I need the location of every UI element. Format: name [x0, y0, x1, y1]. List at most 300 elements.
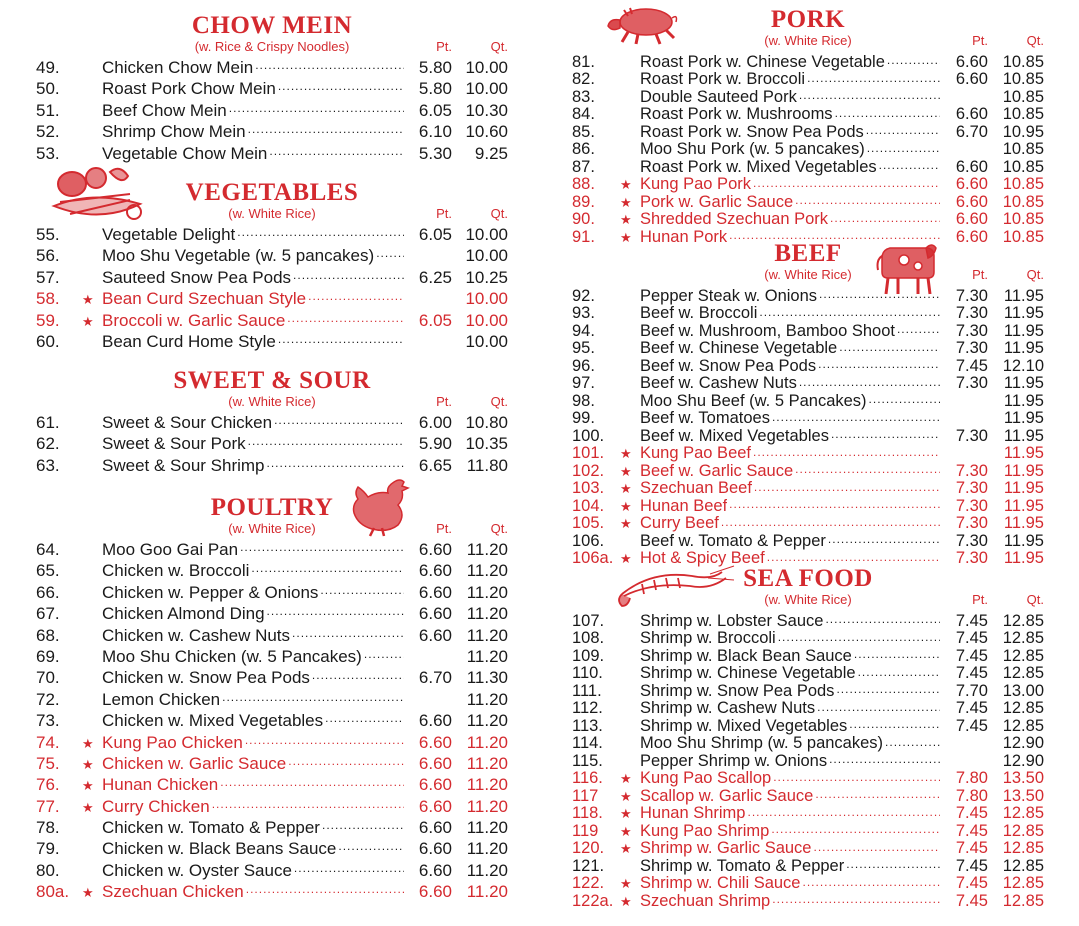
menu-item-sauteed-snow-pea-pods — [36, 266, 508, 287]
item-number: 78. — [36, 818, 60, 838]
menu-item-shrimp-w-snow-pea-pods — [572, 679, 1044, 700]
item-number: 93. — [572, 304, 595, 322]
item-price-pint: 7.45 — [955, 699, 988, 717]
item-number: 79. — [36, 839, 60, 859]
item-number: 80. — [36, 860, 60, 880]
menu-item-kung-pao-chicken — [36, 731, 508, 752]
item-number: 113. — [572, 716, 603, 735]
item-price-quart: 10.00 — [465, 79, 508, 99]
section-subheader — [36, 39, 508, 55]
item-name: Bean Curd Szechuan Style — [102, 289, 307, 309]
item-price-quart: 11.20 — [466, 860, 508, 880]
item-number: 86. — [572, 140, 595, 158]
item-name: Sweet & Sour Chicken — [102, 413, 273, 432]
menu-item-shrimp-w-broccoli — [572, 627, 1044, 645]
menu-item-scallop-w-garlic-sauce — [572, 784, 1044, 805]
quart-column-header: Qt. — [490, 521, 508, 536]
item-price-pint: 7.30 — [955, 531, 988, 550]
dot-leader — [745, 802, 940, 819]
item-price-pint: 7.30 — [955, 496, 988, 515]
item-price-pint: 7.45 — [955, 716, 988, 735]
item-number: 50. — [36, 79, 60, 99]
item-name: Kung Pao Chicken — [102, 732, 243, 752]
item-name: Shrimp Chow Mein — [102, 122, 246, 142]
item-number: 107. — [572, 611, 605, 630]
item-price-quart: 11.20 — [466, 796, 508, 816]
dot-leader — [374, 244, 404, 261]
dot-leader — [218, 773, 404, 790]
item-number: 95. — [572, 339, 595, 357]
menu-item-roast-pork-chow-mein — [36, 77, 508, 98]
item-name: Sweet & Sour Pork — [102, 434, 246, 454]
spicy-star-icon: ★ — [82, 292, 94, 308]
dot-leader — [238, 538, 404, 555]
item-price-pint: 7.45 — [955, 821, 988, 840]
item-name: Szechuan Chicken — [102, 882, 244, 902]
menu-item-shrimp-w-chinese-vegetable — [572, 662, 1044, 680]
quart-column-header: Qt. — [490, 206, 508, 221]
item-price-quart: 11.20 — [466, 561, 508, 581]
item-number: 101. — [572, 444, 605, 462]
item-name: Hot & Spicy Beef — [640, 550, 765, 567]
item-number: 102. — [572, 461, 605, 480]
dot-leader — [210, 795, 404, 812]
item-name: Hunan Chicken — [102, 775, 219, 795]
dot-leader — [833, 103, 940, 120]
dot-leader — [815, 697, 940, 714]
dot-leader — [276, 330, 404, 347]
item-price-quart: 12.90 — [1002, 734, 1044, 752]
spicy-star-icon: ★ — [620, 177, 632, 192]
menu-item-hot-and-spicy-beef — [572, 547, 1044, 565]
item-price-pint: 6.60 — [418, 860, 452, 880]
dot-leader — [864, 120, 940, 137]
section-title: PORK — [770, 6, 846, 33]
item-name: Roast Pork w. Mixed Vegetables — [640, 158, 877, 176]
item-number: 120. — [572, 839, 605, 857]
spicy-star-icon: ★ — [620, 516, 632, 531]
item-name: Szechuan Shrimp — [640, 892, 771, 910]
item-price-pint: 7.30 — [955, 374, 988, 392]
item-name: Shrimp w. Tomato & Pepper — [640, 857, 845, 875]
item-name: Shrimp w. Broccoli — [640, 630, 776, 647]
spicy-star-icon: ★ — [620, 841, 632, 856]
item-number: 115. — [572, 751, 603, 770]
item-price-quart: 11.95 — [1003, 374, 1044, 392]
item-name: Vegetable Chow Mein — [102, 143, 268, 163]
spicy-star-icon: ★ — [82, 313, 94, 329]
item-price-pint: 6.05 — [418, 310, 452, 330]
item-number: 109. — [572, 646, 605, 665]
quart-column-header: Qt. — [1026, 33, 1044, 48]
item-name: Roast Pork w. Chinese Vegetable — [640, 53, 885, 71]
shrimp-illustration — [612, 564, 736, 610]
item-price-quart: 11.95 — [1003, 304, 1044, 322]
item-price-quart: 11.20 — [466, 818, 508, 838]
item-number: 114. — [572, 734, 603, 752]
section-subtitle: (w. White Rice) — [228, 394, 316, 409]
section-subheader — [36, 521, 508, 537]
item-price-quart: 12.85 — [1002, 839, 1044, 857]
spicy-star-icon: ★ — [620, 893, 632, 909]
menu-item-beef-w-snow-pea-pods — [572, 354, 1044, 375]
item-name: Chicken Chow Mein — [102, 58, 254, 77]
item-name: Pepper Steak w. Onions — [640, 287, 818, 305]
item-price-quart: 11.95 — [1003, 409, 1044, 427]
item-number: 90. — [572, 210, 595, 228]
item-number: 62. — [36, 434, 60, 454]
item-number: 56. — [36, 246, 60, 266]
dot-leader — [844, 854, 940, 871]
item-price-pint: 6.00 — [418, 413, 452, 432]
item-name: Roast Pork Chow Mein — [102, 79, 276, 99]
item-price-quart: 12.85 — [1002, 629, 1044, 647]
spicy-star-icon: ★ — [620, 551, 632, 566]
item-number: 118. — [572, 804, 603, 822]
item-number: 57. — [36, 267, 60, 287]
menu-item-pepper-steak-w-onions — [572, 284, 1044, 305]
dot-leader — [852, 644, 940, 661]
quart-column-header: Qt. — [490, 39, 508, 54]
item-name: Szechuan Beef — [640, 480, 752, 497]
item-name: Beef w. Garlic Sauce — [640, 462, 794, 480]
item-price-pint: 7.30 — [955, 304, 988, 322]
chicken-illustration — [350, 476, 416, 538]
item-number: 97. — [572, 374, 595, 392]
item-name: Lemon Chicken — [102, 689, 221, 709]
menu-item-shrimp-w-tomato-and-pepper — [572, 854, 1044, 875]
item-name: Chicken w. Garlic Sauce — [102, 753, 287, 773]
item-name: Chicken Almond Ding — [102, 604, 265, 624]
item-price-pint: 6.60 — [418, 561, 452, 581]
item-name: Broccoli w. Garlic Sauce — [102, 310, 286, 330]
menu-item-shrimp-w-cashew-nuts — [572, 697, 1044, 715]
menu-item-beef-w-mixed-vegetables — [572, 424, 1044, 445]
item-price-pint: 6.60 — [955, 105, 988, 123]
item-number: 119 — [572, 821, 599, 840]
menu-item-vegetable-chow-mein — [36, 142, 508, 163]
menu-item-bean-curd-home-style — [36, 330, 508, 351]
item-price-quart: 13.00 — [1002, 681, 1044, 700]
section-subtitle: (w. White Rice) — [764, 267, 852, 282]
item-price-pint: 5.90 — [418, 434, 452, 454]
section-subtitle: (w. Rice & Crispy Noodles) — [194, 39, 350, 54]
item-price-pint: 6.05 — [418, 100, 452, 120]
item-price-quart: 12.85 — [1002, 891, 1044, 910]
item-price-pint: 6.60 — [418, 818, 452, 838]
section-title: VEGETABLES — [185, 179, 359, 206]
item-price-quart: 11.20 — [466, 582, 508, 602]
item-number: 117 — [572, 786, 599, 805]
menu-item-chicken-w-mixed-vegetables — [36, 709, 508, 730]
menu-item-beef-w-garlic-sauce — [572, 459, 1044, 480]
item-number: 92. — [572, 286, 595, 305]
menu-item-moo-shu-pork-w-5-pancakes — [572, 138, 1044, 156]
menu-item-beef-w-cashew-nuts — [572, 372, 1044, 390]
dot-leader — [320, 816, 404, 833]
item-number: 69. — [36, 646, 60, 666]
item-price-quart: 11.20 — [466, 753, 508, 773]
menu-item-shrimp-w-chili-sauce — [572, 872, 1044, 890]
item-price-pint: 6.70 — [955, 122, 988, 141]
item-name: Moo Shu Beef (w. 5 Pancakes) — [640, 392, 867, 410]
item-name: Shrimp w. Chili Sauce — [640, 875, 801, 892]
menu-item-beef-w-chinese-vegetable — [572, 337, 1044, 355]
item-price-quart: 11.95 — [1003, 514, 1044, 532]
item-price-quart: 10.85 — [1002, 87, 1044, 106]
item-price-pint: 7.30 — [955, 286, 988, 305]
item-price-pint: 7.45 — [955, 629, 988, 647]
item-name: Vegetable Delight — [102, 225, 236, 244]
item-price-pint: 6.60 — [418, 753, 452, 773]
menu-item-chicken-chow-mein — [36, 56, 508, 77]
item-price-quart: 11.95 — [1003, 496, 1044, 515]
menu-item-moo-shu-shrimp-w-5-pancakes — [572, 732, 1044, 750]
menu-item-moo-shu-vegetable-w-5-pancakes — [36, 244, 508, 265]
dot-leader — [362, 645, 404, 662]
item-price-pint: 6.60 — [955, 175, 988, 193]
item-name: Kung Pao Shrimp — [640, 822, 770, 840]
item-price-pint: 7.45 — [955, 839, 988, 857]
spicy-star-icon: ★ — [620, 212, 632, 227]
item-price-quart: 13.50 — [1002, 769, 1044, 787]
item-price-quart: 11.95 — [1003, 461, 1044, 480]
item-price-pint: 7.30 — [955, 339, 988, 357]
spicy-star-icon: ★ — [82, 778, 94, 794]
item-name: Shrimp w. Chinese Vegetable — [640, 665, 856, 682]
item-name: Chicken w. Mixed Vegetables — [102, 711, 324, 731]
spicy-star-icon: ★ — [620, 771, 632, 786]
item-price-quart: 10.85 — [1002, 210, 1044, 228]
item-number: 91. — [572, 227, 595, 246]
menu-item-chicken-w-cashew-nuts — [36, 624, 508, 645]
item-price-quart: 11.20 — [466, 775, 508, 795]
item-price-quart: 12.85 — [1002, 611, 1044, 630]
dot-leader — [867, 389, 940, 406]
item-name: Shredded Szechuan Pork — [640, 211, 829, 228]
item-number: 111. — [572, 681, 602, 700]
menu-item-shrimp-w-black-bean-sauce — [572, 644, 1044, 665]
item-price-quart: 10.85 — [1002, 52, 1044, 71]
item-price-quart: 10.00 — [465, 289, 508, 309]
item-name: Kung Pao Beef — [640, 445, 752, 462]
item-number: 104. — [572, 496, 605, 515]
item-name: Beef w. Broccoli — [640, 305, 758, 322]
menu-item-chicken-w-garlic-sauce — [36, 752, 508, 773]
menu-item-moo-shu-beef-w-5-pancakes — [572, 389, 1044, 410]
item-price-quart: 12.10 — [1002, 356, 1044, 375]
dot-leader — [220, 688, 404, 705]
item-name: Chicken w. Snow Pea Pods — [102, 668, 310, 688]
dot-leader — [769, 819, 940, 836]
dot-leader — [751, 173, 940, 190]
item-price-pint: 7.30 — [955, 549, 988, 567]
dot-leader — [306, 287, 404, 304]
menu-item-sweet-and-sour-chicken — [36, 411, 508, 432]
item-price-quart: 10.00 — [465, 310, 508, 330]
item-number: 112. — [572, 699, 603, 717]
item-price-quart: 11.20 — [466, 711, 508, 731]
dot-leader — [318, 581, 404, 598]
menu-item-beef-w-mushroom-bamboo-shoot — [572, 319, 1044, 340]
dot-leader — [837, 337, 940, 354]
menu-item-double-sauteed-pork — [572, 85, 1044, 106]
dot-leader — [244, 880, 404, 897]
spicy-star-icon: ★ — [620, 229, 632, 245]
item-name: Chicken w. Cashew Nuts — [102, 625, 291, 645]
item-name: Sauteed Snow Pea Pods — [102, 267, 292, 287]
menu-item-sweet-and-sour-pork — [36, 432, 508, 453]
item-price-pint: 6.05 — [418, 225, 452, 244]
dot-leader — [323, 709, 404, 726]
spicy-star-icon: ★ — [620, 806, 632, 821]
item-price-pint: 5.80 — [418, 58, 452, 77]
item-name: Moo Shu Pork (w. 5 pancakes) — [640, 141, 865, 158]
item-name: Sweet & Sour Shrimp — [102, 455, 265, 475]
item-price-pint: 6.60 — [955, 192, 988, 211]
dot-leader — [885, 50, 940, 67]
item-price-quart: 10.00 — [465, 331, 508, 351]
item-price-quart: 12.90 — [1002, 751, 1044, 770]
item-price-pint: 6.60 — [418, 711, 452, 731]
menu-item-chicken-w-oyster-sauce — [36, 859, 508, 880]
spicy-star-icon: ★ — [620, 876, 632, 891]
dot-leader — [253, 56, 404, 73]
dot-leader — [292, 859, 404, 876]
item-name: Beef w. Tomatoes — [640, 410, 770, 427]
item-price-pint: 6.60 — [955, 52, 988, 71]
dot-leader — [811, 837, 940, 854]
menu-item-beef-w-tomatoes — [572, 407, 1044, 425]
item-price-quart: 9.25 — [474, 143, 508, 163]
dot-leader — [823, 609, 940, 626]
item-price-pint: 7.45 — [955, 646, 988, 665]
item-price-quart: 10.95 — [1002, 122, 1044, 141]
item-number: 116. — [572, 769, 603, 787]
menu-item-moo-goo-gai-pan — [36, 538, 508, 559]
menu-item-chicken-w-black-beans-sauce — [36, 837, 508, 858]
pint-column-header: Pt. — [436, 39, 452, 54]
dot-leader — [770, 889, 940, 906]
item-price-quart: 11.95 — [1003, 391, 1044, 410]
item-number: 76. — [36, 775, 60, 795]
item-number: 72. — [36, 689, 60, 709]
item-price-quart: 12.85 — [1002, 664, 1044, 682]
item-price-quart: 10.25 — [465, 267, 508, 287]
item-price-pint: 7.30 — [955, 426, 988, 445]
vegetable-basket-illustration — [50, 162, 146, 224]
spicy-star-icon: ★ — [620, 823, 632, 839]
item-price-quart: 11.20 — [466, 732, 508, 752]
item-name: Beef w. Mushroom, Bamboo Shoot — [640, 322, 895, 340]
item-number: 64. — [36, 540, 60, 559]
menu-item-list — [36, 223, 508, 351]
dot-leader — [267, 142, 404, 159]
item-price-pint: 7.30 — [955, 479, 988, 497]
section-subheader — [36, 394, 508, 410]
item-name: Shrimp w. Mixed Vegetables — [640, 717, 848, 735]
item-price-quart: 11.20 — [466, 882, 508, 902]
menu-item-chicken-w-broccoli — [36, 559, 508, 580]
item-name: Shrimp w. Snow Pea Pods — [640, 682, 835, 700]
section-title: CHOW MEIN — [191, 12, 353, 39]
dot-leader — [776, 627, 940, 644]
menu-item-list — [36, 538, 508, 902]
item-number: 99. — [572, 409, 595, 427]
menu-item-list — [36, 411, 508, 475]
item-number: 96. — [572, 356, 595, 375]
menu-item-shrimp-w-garlic-sauce — [572, 837, 1044, 855]
item-price-pint: 7.80 — [955, 769, 988, 787]
item-number: 103. — [572, 479, 605, 497]
item-name: Moo Shu Shrimp (w. 5 pancakes) — [640, 735, 884, 752]
dot-leader — [757, 302, 940, 319]
item-price-quart: 10.85 — [1002, 157, 1044, 176]
spicy-star-icon: ★ — [620, 788, 632, 804]
item-number: 68. — [36, 625, 60, 645]
item-price-quart: 12.85 — [1002, 716, 1044, 735]
item-price-quart: 12.85 — [1002, 646, 1044, 665]
item-name: Beef w. Snow Pea Pods — [640, 357, 817, 375]
item-number: 94. — [572, 321, 595, 340]
item-price-quart: 11.80 — [466, 455, 508, 475]
item-name: Moo Goo Gai Pan — [102, 540, 239, 559]
pint-column-header: Pt. — [436, 521, 452, 536]
item-price-quart: 12.85 — [1002, 804, 1044, 822]
item-number: 98. — [572, 391, 595, 410]
item-price-quart: 10.00 — [465, 246, 508, 266]
spicy-star-icon: ★ — [620, 446, 632, 461]
item-name: Pepper Shrimp w. Onions — [640, 752, 828, 770]
dot-leader — [770, 407, 940, 424]
item-price-quart: 11.95 — [1003, 339, 1044, 357]
item-price-pint: 7.45 — [955, 356, 988, 375]
item-number: 77. — [36, 796, 60, 816]
dot-leader — [816, 354, 940, 371]
dot-leader — [895, 319, 940, 336]
item-number: 105. — [572, 514, 605, 532]
item-number: 67. — [36, 604, 60, 624]
section-subtitle: (w. White Rice) — [228, 206, 316, 221]
menu-item-bean-curd-szechuan-style — [36, 287, 508, 308]
pint-column-header: Pt. — [436, 394, 452, 409]
item-name: Beef w. Chinese Vegetable — [640, 340, 838, 357]
dot-leader — [834, 679, 940, 696]
spicy-star-icon: ★ — [620, 481, 632, 496]
item-price-quart: 11.95 — [1003, 321, 1044, 340]
item-price-pint: 5.30 — [418, 143, 452, 163]
item-price-quart: 10.30 — [465, 100, 508, 120]
quart-column-header: Qt. — [1026, 592, 1044, 607]
dot-leader — [291, 266, 404, 283]
menu-item-broccoli-w-garlic-sauce — [36, 309, 508, 330]
item-name: Scallop w. Garlic Sauce — [640, 787, 814, 805]
item-price-quart: 11.20 — [466, 540, 508, 559]
dot-leader — [272, 411, 404, 428]
item-number: 51. — [36, 100, 60, 120]
menu-item-list — [36, 56, 508, 163]
item-price-pint: 7.45 — [955, 804, 988, 822]
item-number: 63. — [36, 455, 60, 475]
dot-leader — [265, 602, 404, 619]
item-price-pint: 7.45 — [955, 874, 988, 892]
item-price-quart: 11.20 — [466, 604, 508, 624]
item-price-pint: 7.80 — [955, 786, 988, 805]
item-name: Moo Shu Chicken (w. 5 Pancakes) — [102, 646, 362, 666]
item-number: 106a. — [572, 549, 614, 567]
menu-item-hunan-shrimp — [572, 802, 1044, 820]
item-price-quart: 10.85 — [1002, 140, 1044, 158]
